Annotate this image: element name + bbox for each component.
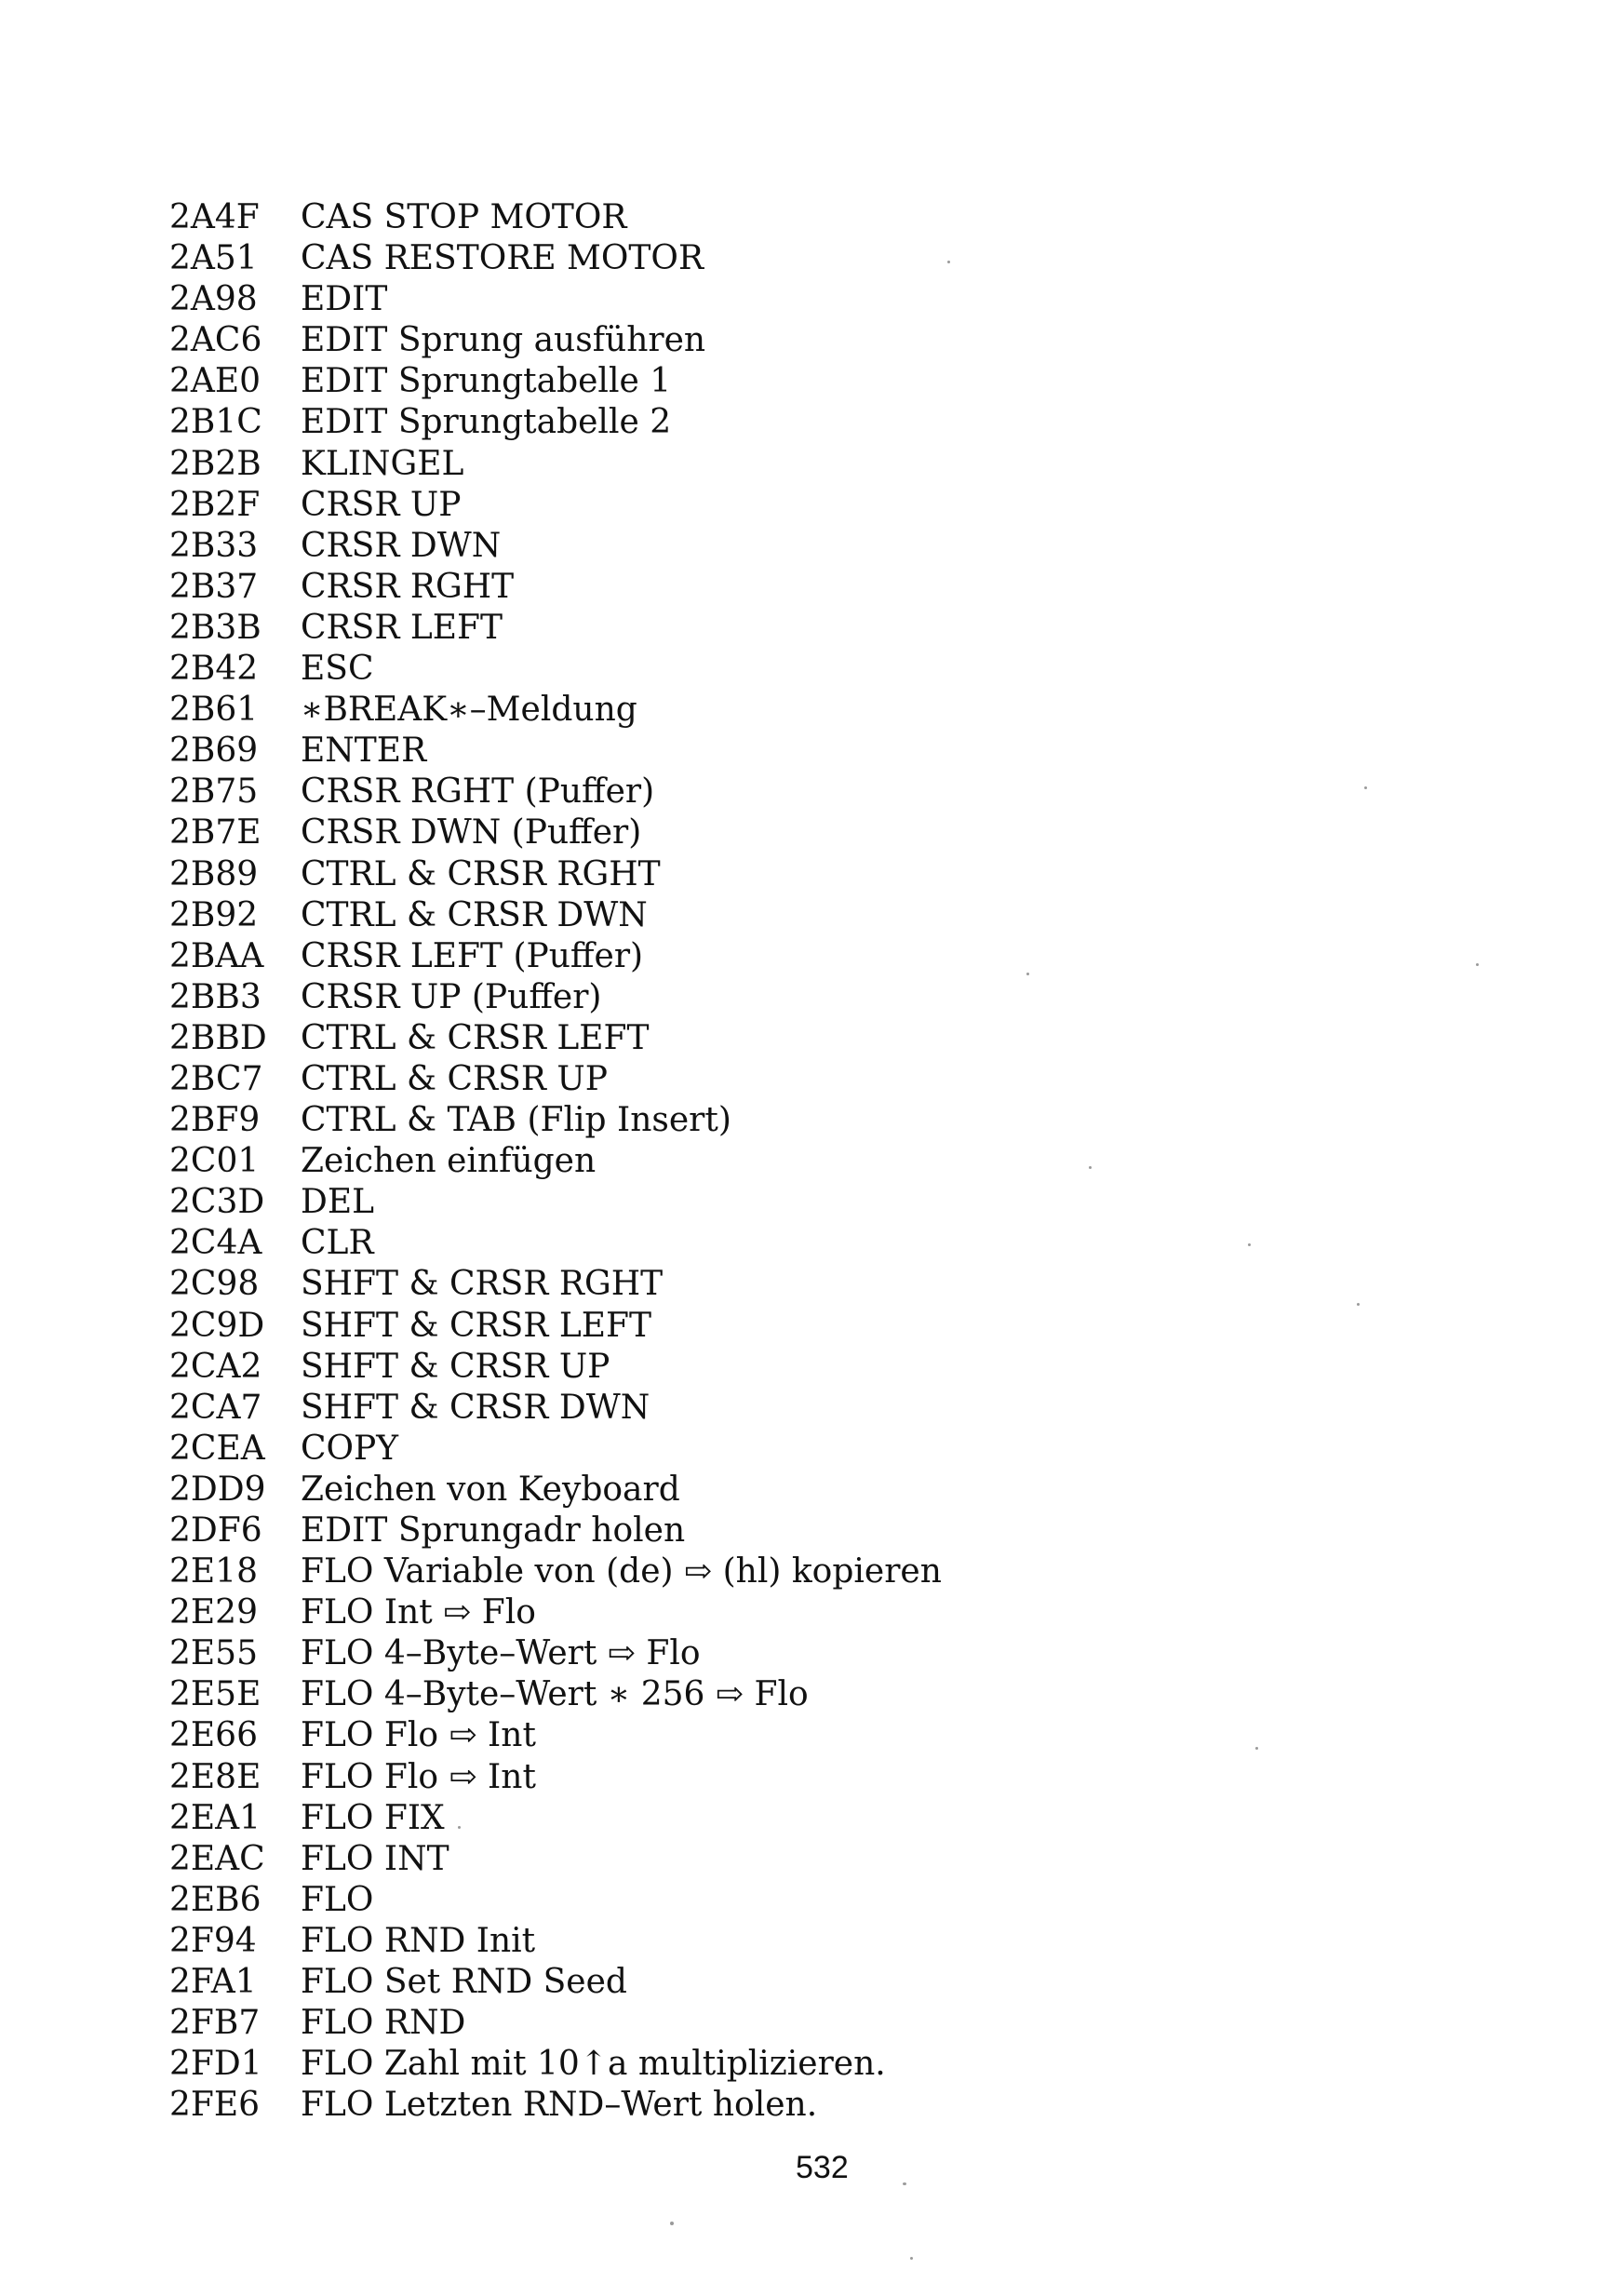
table-row (169, 977, 942, 1018)
address-cell: 2E55 (169, 1634, 258, 1673)
description-cell: ESC (301, 650, 374, 689)
description-cell: SHFT & CRSR DWN (301, 1388, 650, 1427)
description-cell: CRSR DWN (Puffer) (301, 813, 642, 853)
table-row (169, 690, 942, 731)
description-cell: EDIT Sprungadr holen (301, 1511, 686, 1550)
address-cell: 2F94 (169, 1921, 257, 1960)
table-row (169, 1798, 942, 1839)
address-cell: 2CA2 (169, 1347, 262, 1386)
table-row (169, 402, 942, 443)
description-cell: CAS STOP MOTOR (301, 198, 627, 236)
scan-speck (1248, 1243, 1251, 1246)
address-cell: 2FA1 (169, 1963, 257, 2002)
table-row (169, 444, 942, 485)
description-cell: CAS RESTORE MOTOR (301, 239, 704, 278)
description-cell: FLO Flo ⇨ Int (301, 1716, 536, 1755)
table-row (169, 2044, 942, 2085)
description-cell: FLO Flo ⇨ Int (301, 1757, 536, 1796)
table-row (169, 1429, 942, 1470)
table-row (169, 1059, 942, 1100)
description-cell: FLO RND Init (301, 1921, 536, 1960)
address-cell: 2EB6 (169, 1880, 261, 1919)
description-cell: COPY (301, 1429, 399, 1468)
address-cell: 2B89 (169, 854, 259, 893)
address-cell: 2E18 (169, 1552, 258, 1591)
table-row (169, 772, 942, 812)
table-row (169, 895, 942, 936)
address-cell: 2DD9 (169, 1470, 266, 1509)
description-cell: FLO RND (301, 2004, 466, 2043)
table-row (169, 1264, 942, 1305)
address-cell: 2B2F (169, 485, 261, 524)
table-row (169, 1921, 942, 1962)
table-row (169, 1757, 942, 1798)
address-cell: 2B42 (169, 650, 259, 689)
scan-speck (1364, 786, 1367, 789)
scan-speck (1255, 1747, 1258, 1750)
description-cell: CTRL & CRSR UP (301, 1059, 608, 1098)
address-cell: 2DF6 (169, 1511, 262, 1550)
address-cell: 2B75 (169, 772, 259, 812)
table-row (169, 1715, 942, 1756)
address-cell: 2C98 (169, 1265, 260, 1304)
description-cell: SHFT & CRSR UP (301, 1347, 610, 1386)
description-cell: FLO 4–Byte–Wert ⇨ Flo (301, 1634, 701, 1673)
description-cell: FLO (301, 1880, 374, 1919)
address-cell: 2B69 (169, 732, 259, 771)
scan-speck (947, 261, 950, 263)
description-cell: CRSR UP (301, 485, 462, 524)
address-cell: 2EA1 (169, 1798, 261, 1837)
table-row (169, 812, 942, 853)
table-row (169, 1880, 942, 1921)
description-cell: ∗BREAK∗–Meldung (301, 691, 637, 730)
address-cell: 2C4A (169, 1224, 262, 1263)
scan-speck (670, 2222, 674, 2225)
table-row (169, 649, 942, 690)
description-cell: FLO Zahl mit 10↑a multiplizieren. (301, 2045, 886, 2084)
description-cell: FLO INT (301, 1839, 449, 1878)
address-cell: 2B2B (169, 444, 261, 483)
description-cell: FLO Variable von (de) ⇨ (hl) kopieren (301, 1552, 942, 1591)
scan-speck (910, 2257, 913, 2260)
address-cell: 2FD1 (169, 2045, 262, 2084)
scan-speck (903, 2182, 906, 2185)
description-cell: CTRL & CRSR RGHT (301, 854, 661, 893)
description-cell: SHFT & CRSR RGHT (301, 1265, 664, 1304)
table-row (169, 1182, 942, 1223)
table-row (169, 1674, 942, 1715)
address-cell: 2B37 (169, 567, 259, 606)
address-cell: 2A98 (169, 280, 258, 319)
routine-table (169, 197, 942, 2126)
description-cell: CRSR RGHT (Puffer) (301, 772, 655, 812)
address-cell: 2E5E (169, 1675, 261, 1714)
table-row (169, 1306, 942, 1347)
description-cell: ENTER (301, 732, 427, 771)
table-row (169, 1470, 942, 1511)
description-cell: CRSR LEFT (Puffer) (301, 936, 644, 975)
address-cell: 2BAA (169, 936, 264, 975)
address-cell: 2FB7 (169, 2004, 261, 2043)
scan-speck (1357, 1303, 1360, 1306)
description-cell: DEL (301, 1183, 375, 1222)
description-cell: EDIT Sprungtabelle 2 (301, 403, 672, 442)
table-row (169, 936, 942, 977)
table-row (169, 2085, 942, 2126)
description-cell: Zeichen einfügen (301, 1142, 597, 1181)
table-row (169, 238, 942, 279)
address-cell: 2B1C (169, 403, 262, 442)
address-cell: 2FE6 (169, 2086, 261, 2125)
address-cell: 2B33 (169, 526, 259, 565)
table-row (169, 361, 942, 402)
description-cell: FLO Letzten RND–Wert holen. (301, 2086, 818, 2125)
table-row (169, 1018, 942, 1059)
address-cell: 2E8E (169, 1757, 261, 1796)
address-cell: 2CA7 (169, 1388, 262, 1427)
description-cell: FLO FIX (301, 1798, 445, 1837)
table-row (169, 2003, 942, 2044)
description-cell: CRSR UP (Puffer) (301, 977, 602, 1016)
address-cell: 2EAC (169, 1839, 265, 1878)
address-cell: 2AE0 (169, 362, 261, 401)
address-cell: 2BC7 (169, 1059, 263, 1098)
table-row (169, 731, 942, 772)
scan-speck (1026, 973, 1029, 975)
address-cell: 2BBD (169, 1018, 267, 1057)
table-row (169, 1388, 942, 1429)
description-cell: FLO Set RND Seed (301, 1963, 627, 2002)
scan-speck (458, 1826, 461, 1829)
address-cell: 2BB3 (169, 977, 261, 1016)
address-cell: 2C9D (169, 1306, 265, 1345)
scan-speck (1089, 1166, 1092, 1169)
table-row (169, 526, 942, 567)
address-cell: 2A51 (169, 239, 258, 278)
description-cell: CRSR LEFT (301, 608, 503, 647)
description-cell: Zeichen von Keyboard (301, 1470, 680, 1509)
table-row (169, 608, 942, 649)
description-cell: FLO Int ⇨ Flo (301, 1593, 536, 1632)
table-row (169, 485, 942, 526)
table-row (169, 1962, 942, 2003)
description-cell: CRSR DWN (301, 526, 502, 565)
table-row (169, 1141, 942, 1182)
description-cell: CLR (301, 1224, 374, 1263)
description-cell: CRSR RGHT (301, 567, 515, 606)
address-cell: 2A4F (169, 198, 260, 236)
description-cell: CTRL & CRSR DWN (301, 895, 648, 934)
page-number: 532 (796, 2150, 849, 2185)
address-cell: 2BF9 (169, 1101, 261, 1140)
description-cell: EDIT (301, 280, 388, 319)
address-cell: 2CEA (169, 1429, 265, 1468)
address-cell: 2C01 (169, 1142, 260, 1181)
address-cell: 2AC6 (169, 321, 262, 360)
table-row (169, 1592, 942, 1633)
table-row (169, 1839, 942, 1880)
table-row (169, 1100, 942, 1141)
table-row (169, 1633, 942, 1674)
address-cell: 2C3D (169, 1183, 265, 1222)
address-cell: 2B92 (169, 895, 259, 934)
address-cell: 2B61 (169, 691, 259, 730)
description-cell: SHFT & CRSR LEFT (301, 1306, 652, 1345)
address-cell: 2B7E (169, 813, 261, 853)
table-row (169, 567, 942, 608)
table-row (169, 1347, 942, 1388)
description-cell: EDIT Sprung ausführen (301, 321, 706, 360)
table-row (169, 279, 942, 320)
table-row (169, 1551, 942, 1592)
description-cell: FLO 4–Byte–Wert ∗ 256 ⇨ Flo (301, 1675, 809, 1714)
address-cell: 2B3B (169, 608, 261, 647)
table-row (169, 197, 942, 238)
address-cell: 2E66 (169, 1716, 258, 1755)
scan-speck (1476, 963, 1479, 966)
description-cell: CTRL & CRSR LEFT (301, 1018, 650, 1057)
description-cell: CTRL & TAB (Flip Insert) (301, 1101, 731, 1140)
table-row (169, 1223, 942, 1264)
address-cell: 2E29 (169, 1593, 258, 1632)
table-row (169, 1511, 942, 1551)
table-row (169, 854, 942, 895)
description-cell: EDIT Sprungtabelle 1 (301, 362, 672, 401)
table-row (169, 320, 942, 361)
description-cell: KLINGEL (301, 444, 464, 483)
